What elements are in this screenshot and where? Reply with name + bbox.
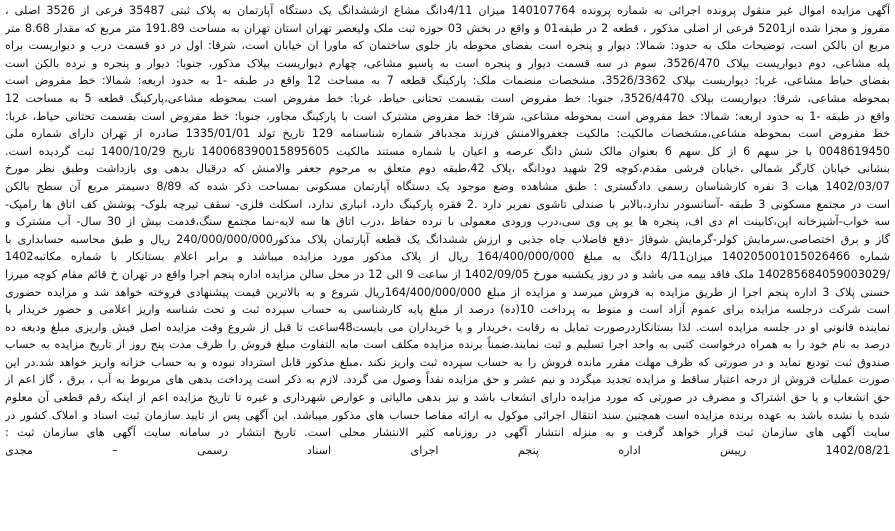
notice-line: حق انشعاب و یا حق اشتراک و مصرف در صورتی که مورد مزایده دارای انشعاب باشد و نیز بدهی مالیاتی و عوارض شهرداری و غیره تا تاریخ مزایده اعم از اینکه رقم قطعی آن معلوم	[5, 391, 890, 405]
notice-line: شماره 140205001015026466 میزان4/11 دانگ به مبلغ 164/400/000/000 ریال از پلاک مذکور مورد مزایده میباشد و برابر اعلام بستانکار با شماره مکاتبه1402	[5, 250, 890, 264]
notice-line: نماینده قانونی او در جلسه مزایده است. لذا بستانکاردرصورت تمایل به رقابت ،خریدار و یا خریداران می بایست48ساعت تا قبل از شروع وقت مزایده اصل فیش واریزی مبلغ ودیعه ده	[5, 320, 890, 334]
notice-line: 0048619450 با جز سهم 6 از کل سهم 6 بعنوان مالک شش دانگ عرصه و اعیان با شماره مستند مالکیت 140068390015895605 تاریخ 1400/10/29 ثبت گردیده است.	[5, 144, 890, 158]
notice-line: بنشانی خیابان کارگر شمالی ،خیابان فرشی مقدم،کوچه 29 شهید دودانگه ،پلاک 42،طبقه دوم متعلق به مرحوم جعفر والامنش که درقبال بدهی وی بازداشت وطبق نظر مورخ	[5, 162, 890, 176]
notice-line: است در مجتمع مسکونی 3 طبقه -آسانسودر ندارد،بالابر با صندلی تاشوی نفربر دارد .2 فقره پارکینگ دارد، انباری ندارد، اسکلت فلزی- سقف تیرچه بلوک- پوشش کف اتاق ها رامپک-	[5, 197, 890, 211]
notice-line: صندوق ثبت تودیع نماید و در صورتی که ظرف مهلت مقرر مانده فروش را به حساب سپرده ثبت واریز نکند ،مبلغ مذکور قابل استرداد نبوده و به حساب خزانه واریز خواهد شد.در این	[5, 355, 890, 369]
notice-line: /140285684059003029 ملک فاقد بیمه می باشد و در روز یکشنبه مورخ 1402/09/05 از ساعت 9 الی 12 در محل سالن مزایده اداره پنجم اجرا واقع در تهران خ قائم مقام کوچه میرزا	[5, 267, 890, 281]
notice-line: سایت آگهی های سازمان ثبت قرار خواهد گرفت و به منزله انتشار آگهی در روزنامه کثیر الانتشار محلی است. تاریخ انتشار در سامانه سایت آگهی های سازمان ثبت :	[5, 426, 890, 440]
notice-line: سه خواب-آشپزخانه اپن،کابینت ام دی اف، پنجره ها یو پی وی سی،درب ورودی معمولی با نرده حفاظ ،درب اتاق ها سه لایه-نما مجتمع سنگ،قدمت بیش از 30 سال- آب مشترک و	[5, 215, 890, 229]
notice-line: 1402/08/21 رییس اداره پنجم اجرای اسناد رسمی – مجدی	[5, 443, 890, 457]
notice-line-signature	[5, 459, 890, 477]
notice-line: درصد به نام خود را به همراه درخواست کتبی به واحد اجرا تسلیم و ثبت نمایند.ضمناً برنده مزایده مکلف است مابه التفاوت مبلغ فروش را ظرف مدت پنج روز از تاریخ مزایده به حساب	[5, 338, 890, 352]
notice-line: آگهی مزایده اموال غیر منقول پرونده اجرائی به شماره پرونده 140107764 میزان 4/11دانگ مشاع ازششدانگ یک دستگاه آپارتمان به پلاک ثبتی 35487 فرعی از 3526 اصلی ،	[5, 4, 890, 17]
notice-line: شده یا نشده باشد به عهده برنده مزایده است همچنین سند انتقال اجرائی موکول به ارائه مفاصا حساب های مذکور میباشد. این آگهی پس از تایید سازمان ثبت اسناد و املاک کشور در	[5, 408, 890, 422]
notice-line: 1402/03/07 هیات 3 نفره کارشناسان رسمی دادگستری : طبق مشاهده وضع موجود یک دستگاه آپارتمان مسکونی بمساحت ذکر شده که 8/89 دسیمتر مربع آن سطح بالکن	[5, 179, 890, 193]
notice-line: مربع ان بالکن است، توضیحات ملک به حدود: شمالا: دیوار و پنجره است بفضای محوطه باز جلوی ساختمان که ماورا ان خیابان است، شرقا: اول در دو قسمت درب و دیواریست براه	[5, 39, 890, 53]
notice-line: بمحوطه مشاعی، شرقا: دیواریست بپلاک 3526/4470، جنوبا: خط مفروض است بقسمت تحتانی حیاط، غربا: خط مفروض است بمحوطه مشاعی،پارکینگ قطعه 5 به مساحت 12	[5, 91, 890, 105]
notice-line: مفروز و مجزا شده از5201 فرعی از اصلی مذکور ، قطعه 2 در طبقه01 و واقع در بخش 03 حوزه ثبت ملک ولیعصر تهران استان تهران به مساحت 191.89 متر مربع که مقدار 8.68 متر	[5, 21, 890, 35]
notice-line: واقع در طبقه -1 به حدود اربعه: شمالا: خط مفروض است بمحوطه مشاعی، شرقا: خط مفروض مشترک است با پارکینگ مجاور، جنوبا: خط مفروض است بقسمت تحتانی حیاط، غربا:	[5, 109, 890, 123]
notice-line: خط مفروض است بمحوطه مشاعی،مشخصات مالکیت: مالکیت جعفروالامنش فرزند مجدباقر شماره شناسنامه 129 تاریخ تولد 1335/01/01 صادره از تهران دارای شماره ملی	[5, 127, 890, 141]
notice-line: حسنی پلاک 3 اداره پنجم اجرا از طریق مزایده به فروش میرسد و مزایده از مبلغ 164/400/000/000ریال شروع و به بالاترین قیمت پیشنهادی فروخته خواهد شد و مزایده حضوری	[5, 285, 890, 299]
notice-line: گاز و برق اختصاصی،سرمایش کولر-گرمایش شوفاژ -دفع فاضلاب چاه جذبی و ارزش ششدانگ یک قطعه آپارتمان پلاک مذکور240/000/000/000 ریال و طبق محاسبه حسابداری با	[5, 232, 890, 246]
notice-line: بفضای حیاط مشاعی، غربا: دیواریست بپلاک 3526/3362، مشخصات منضمات ملک: پارکینگ قطعه 7 به مساحت 12 واقع در طبقه -1 به حدود اربعه: شمالا: خط مفروض است	[5, 74, 890, 88]
notice-line: پله مشاعی، دوم دیواریست بپلاک 3526/470، سوم در سه قسمت دیوار و پنجره است به پاسیو مشاعی، چهارم دیواریست بپلاک مذکور، جنوبا: دیوار و پنجره و نرده بالکن است	[5, 56, 890, 70]
notice-line: صورت عملیات فروش از درجه اعتبار ساقط و مزایده تجدید میگردد و نیم عشر و حق مزایده نقداً وصول می گردد. لازم به ذکر است پرداخت بدهی های مربوط به آب ، برق ، گاز اعم از	[5, 373, 890, 387]
notice-line: است شرکت درجلسه مزایده برای عموم آزاد است و منوط به پرداخت 10(ده) درصد از مبلغ پایه کارشناسی به حساب سپرده ثبت و تحت شناسه واریز اعلامی و حضور خریدار یا	[5, 303, 890, 317]
